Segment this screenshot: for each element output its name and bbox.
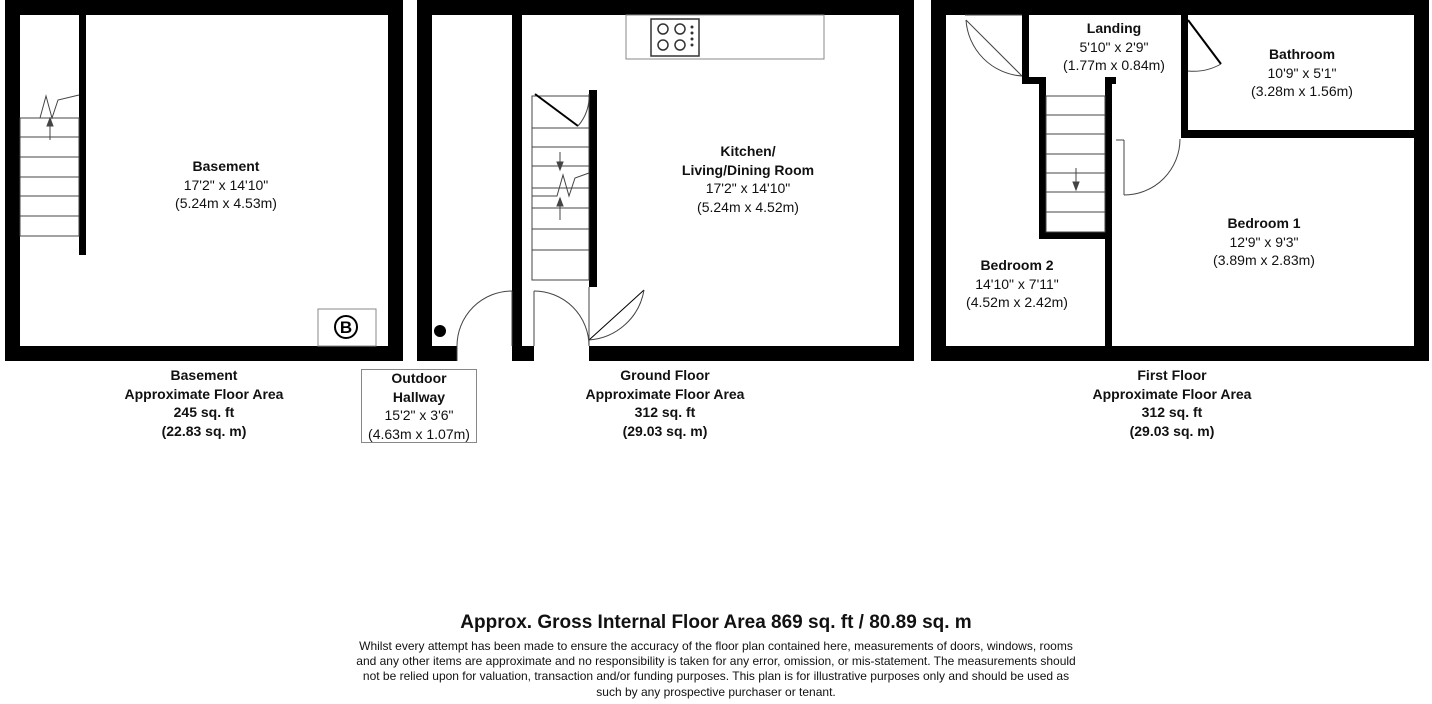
floor-subtitle: Approximate Floor Area [585,385,745,402]
room-size-imperial: 17'2" x 14'10" [183,176,269,193]
outdoor-light-icon [434,325,446,337]
floor-area-sqft: 245 sq. ft [173,404,235,420]
first-staircase [1046,96,1105,232]
room-label-basement [175,157,277,213]
room-size-imperial: 12'9" x 9'3" [1229,233,1299,250]
floor-title: Basement [170,367,238,383]
floor-caption-first [1093,366,1252,440]
room-label-kitchen [682,142,814,216]
room-name: Landing [1086,20,1142,36]
room-size-metric: (4.52m x 2.42m) [966,294,1068,310]
floor-area-sqm: (22.83 sq. m) [161,422,247,439]
floor-title: First Floor [1137,367,1207,383]
boiler-symbol: B [339,318,353,337]
floor-area-sqm: (29.03 sq. m) [1129,422,1215,439]
room-label-bedroom1 [1213,214,1315,270]
floor-subtitle: Approximate Floor Area [124,385,284,402]
floor-area-sqm: (29.03 sq. m) [622,422,708,439]
room-label-bathroom [1251,45,1353,101]
room-size-metric: (3.28m x 1.56m) [1251,83,1353,99]
room-label-bedroom2 [966,256,1068,312]
disclaimer-text: Whilst every attempt has been made to ensure the accuracy of the floor plan contained here, measurements of doors, windows, rooms and any other items are approximate and no responsibility is taken for any error, omission, or mis-statement. The measurements should not be relied upon for valuation, transaction and/or funding purposes. This plan is for illustrative purposes only and should be used as such by any prospective purchaser or tenant. [356,639,1076,699]
floor-area-sqft: 312 sq. ft [1141,404,1203,420]
room-size-metric: (5.24m x 4.52m) [697,198,799,215]
room-name-line2: Living/Dining Room [681,161,815,178]
room-name-line2: Hallway [392,388,446,405]
gross-area-heading: Approx. Gross Internal Floor Area 869 sq. ft / 80.89 sq. m [460,612,972,633]
room-name-line1: Kitchen/ [720,143,776,159]
boiler [318,309,376,346]
room-size-imperial: 10'9" x 5'1" [1267,64,1337,81]
floor-caption-ground [586,366,745,440]
room-name: Bedroom 2 [980,257,1054,273]
room-size-imperial: 14'10" x 7'11" [975,275,1059,292]
floor-title: Ground Floor [620,367,710,383]
room-name: Basement [192,158,260,174]
room-size-imperial: 5'10" x 2'9" [1079,38,1149,55]
room-name: Bathroom [1268,46,1336,62]
room-size-metric: (4.63m x 1.07m) [368,425,470,442]
room-label-landing [1063,19,1165,75]
room-size-imperial: 17'2" x 14'10" [705,180,791,196]
ground-doors [457,94,644,361]
ground-floor [417,0,914,361]
floor-caption-basement [125,366,284,440]
room-size-metric: (1.77m x 0.84m) [1063,57,1165,73]
room-name-line1: Outdoor [391,370,447,386]
room-name: Bedroom 1 [1227,215,1301,231]
basement-staircase [20,95,79,236]
room-label-outdoor-hallway [368,369,470,443]
room-size-metric: (5.24m x 4.53m) [175,195,277,211]
room-size-metric: (3.89m x 2.83m) [1213,252,1315,268]
floor-area-sqft: 312 sq. ft [634,404,696,420]
hob-counter [626,15,824,59]
floor-subtitle: Approximate Floor Area [1092,385,1252,402]
room-size-imperial: 15'2" x 3'6" [384,407,454,423]
